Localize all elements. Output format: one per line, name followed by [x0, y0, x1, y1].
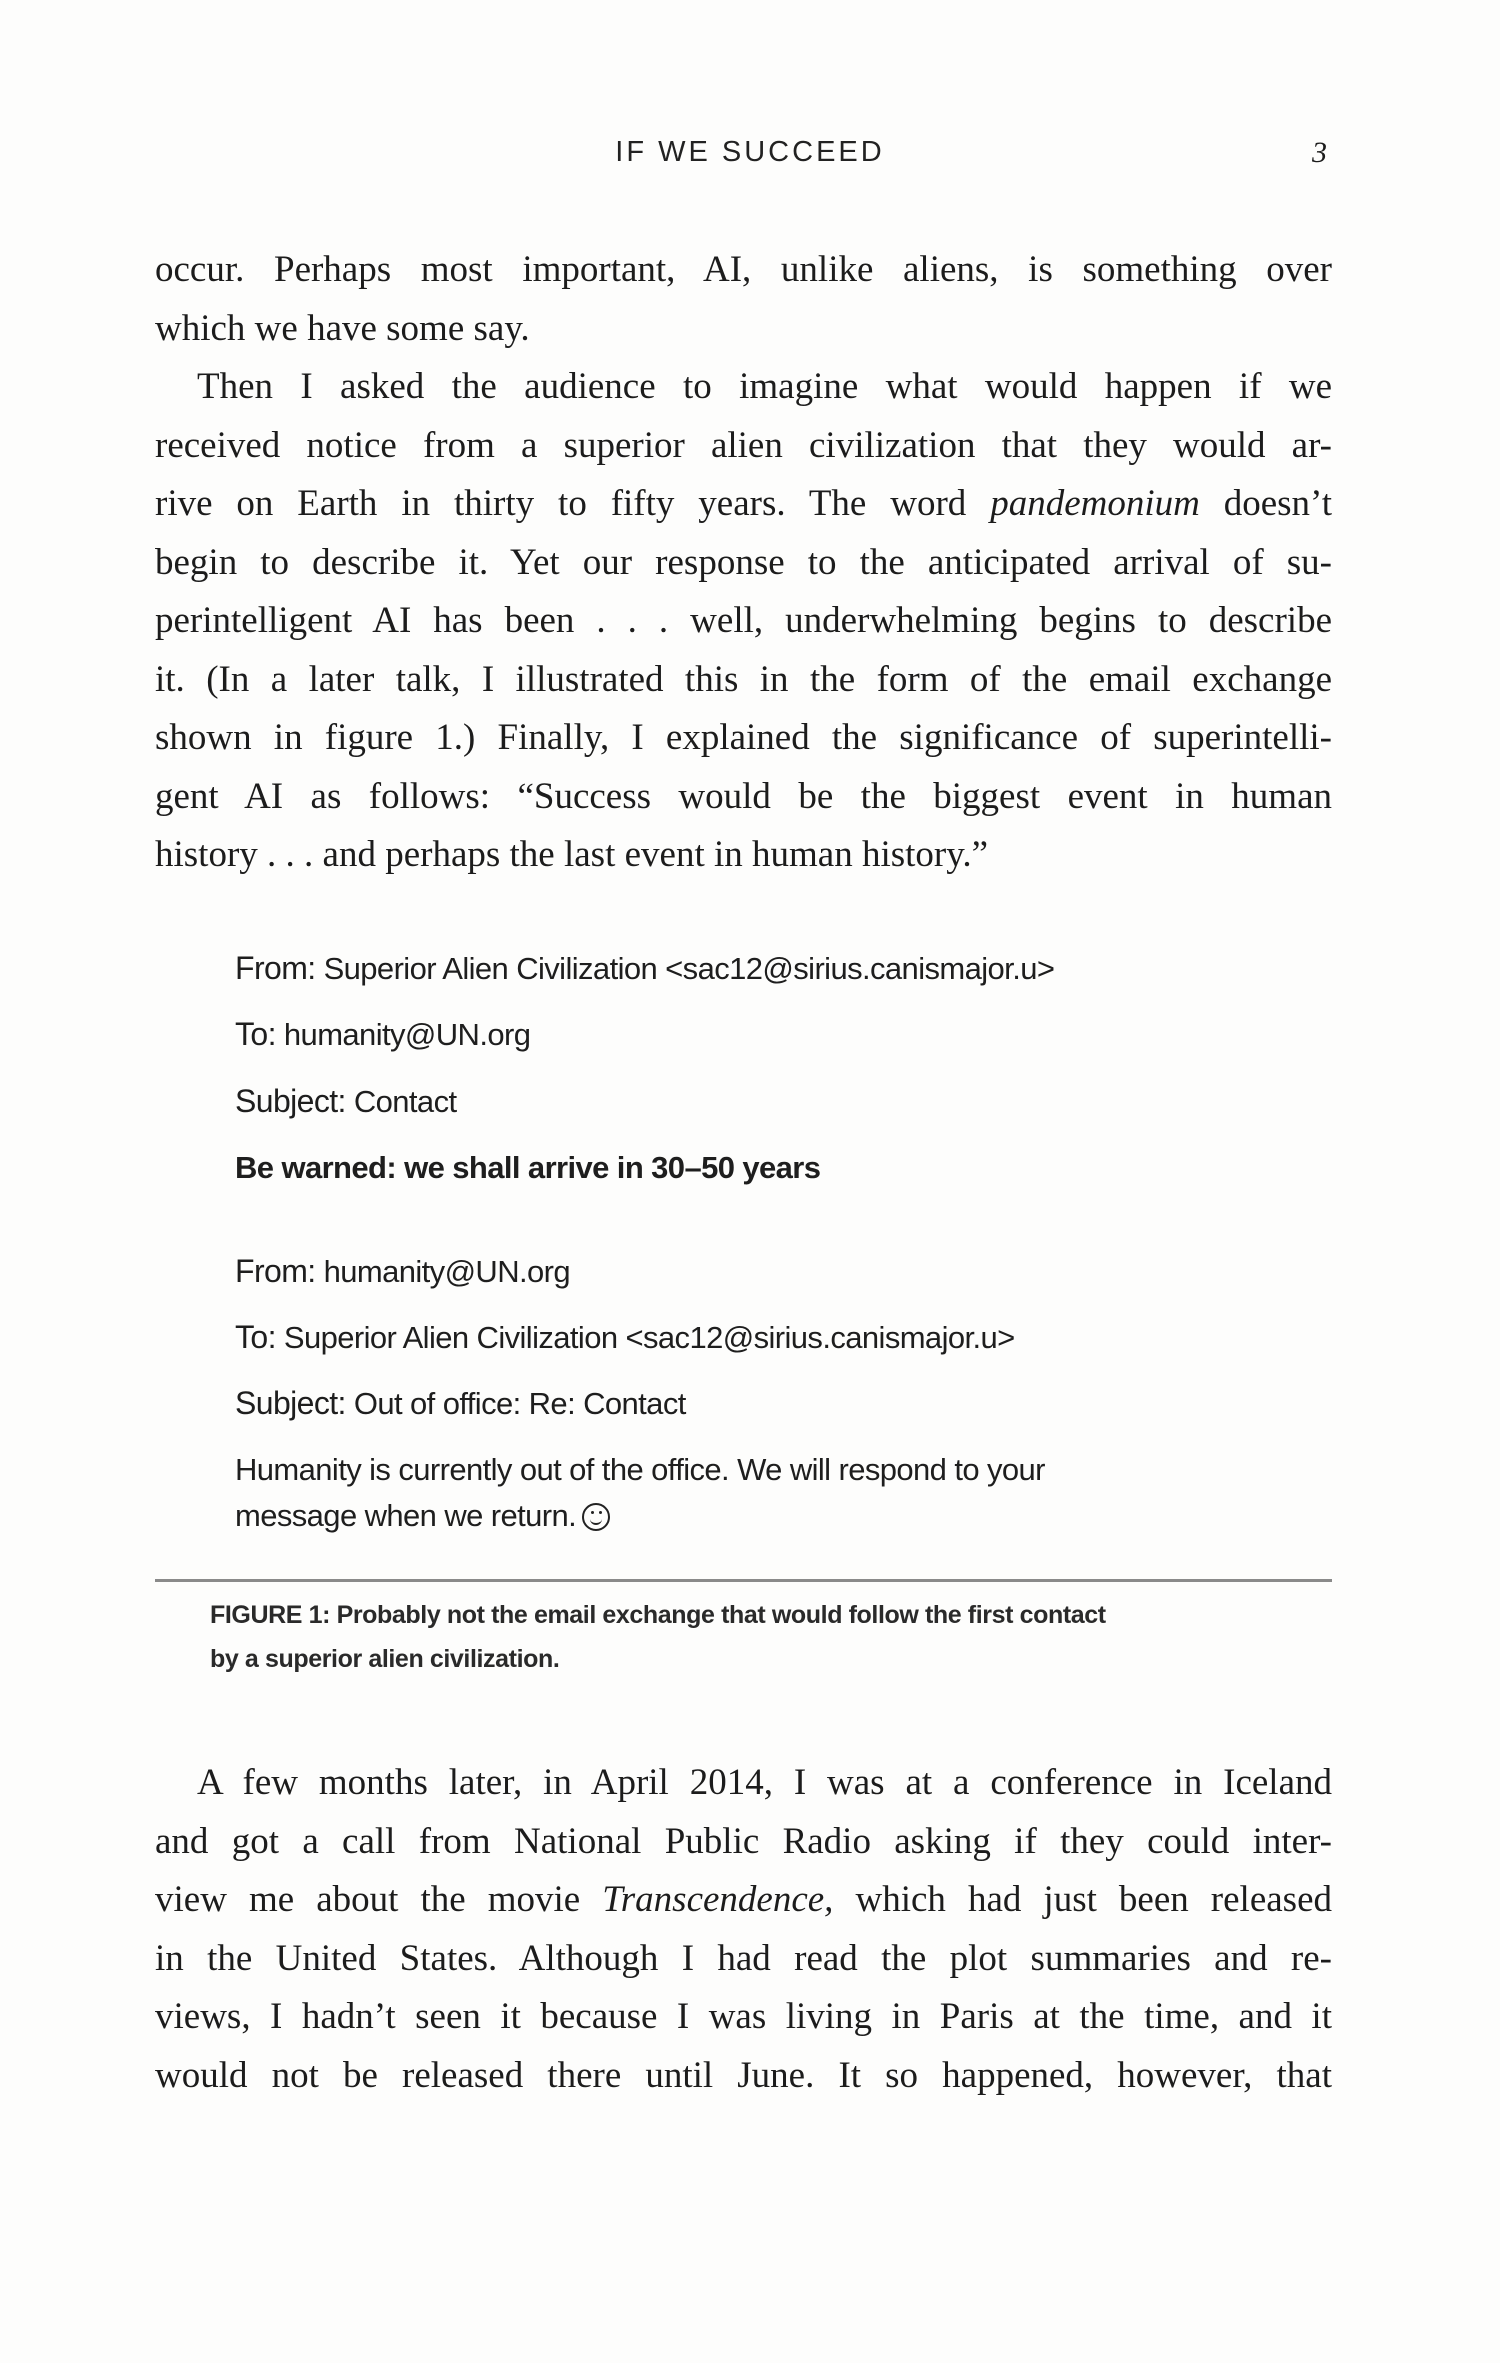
text-line: and got a call from National Public Radio asking if they could inter-	[155, 1820, 1332, 1862]
text-line: received notice from a superior alien civilization that they would ar-	[155, 424, 1332, 466]
figure-divider	[155, 1579, 1332, 1582]
text-line: occur. Perhaps most important, AI, unlike aliens, is something over	[155, 249, 1332, 290]
email1-to: To: humanity@UN.org	[235, 1016, 531, 1052]
email2-to: To: Superior Alien Civilization <sac12@sirius.canismajor.u>	[235, 1319, 1015, 1355]
text-line: rive on Earth in thirty to fifty years. The word pandemonium doesn’t	[155, 483, 1332, 524]
text-line: history . . . and perhaps the last event in human history.”	[155, 834, 989, 875]
email1-subject: Subject: Contact	[235, 1083, 457, 1119]
email2-from: From: humanity@UN.org	[235, 1253, 571, 1289]
smiley-face-icon	[582, 1503, 610, 1531]
italic-term: pandemonium	[990, 483, 1200, 524]
email1-from: From: Superior Alien Civilization <sac12@sirius.canismajor.u>	[235, 950, 1055, 986]
text-line: views, I hadn’t seen it because I was living in Paris at the time, and it	[155, 1996, 1332, 2037]
text-line: would not be released there until June. It so happened, however, that	[155, 2054, 1332, 2096]
email1-body: Be warned: we shall arrive in 30–50 years	[235, 1150, 821, 1185]
email2-body-line2: message when we return.	[235, 1498, 610, 1534]
text-line: which we have some say.	[155, 307, 530, 349]
text-line: A few months later, in April 2014, I was at a conference in Iceland	[197, 1762, 1332, 1803]
paragraph-block-1	[155, 241, 1332, 885]
text-line: perintelligent AI has been . . . well, underwhelming begins to describe	[155, 600, 1332, 641]
italic-title: Transcendence,	[602, 1879, 834, 1920]
text-line: shown in figure 1.) Finally, I explained the significance of superintelli-	[155, 717, 1332, 758]
text-line: in the United States. Although I had read the plot summaries and re-	[155, 1937, 1332, 1979]
text-line: gent AI as follows: “Success would be the biggest event in human	[155, 775, 1332, 817]
email2-body-line1: Humanity is currently out of the office. We will respond to your	[235, 1452, 1045, 1487]
text-line: begin to describe it. Yet our response to the anticipated arrival of su-	[155, 541, 1332, 583]
paragraph-block-2	[155, 1754, 1332, 2105]
figure-caption-line1: FIGURE 1: Probably not the email exchange that would follow the first contact	[210, 1601, 1106, 1629]
running-header: IF WE SUCCEED	[615, 136, 885, 168]
text-line: Then I asked the audience to imagine what would happen if we	[197, 366, 1332, 407]
text-line: it. (In a later talk, I illustrated this in the form of the email exchange	[155, 658, 1332, 700]
page-number: 3	[1312, 136, 1327, 169]
figure-caption-line2: by a superior alien civilization.	[210, 1645, 560, 1673]
text-line: view me about the movie Transcendence, which had just been released	[155, 1879, 1332, 1920]
email2-subject: Subject: Out of office: Re: Contact	[235, 1385, 686, 1421]
